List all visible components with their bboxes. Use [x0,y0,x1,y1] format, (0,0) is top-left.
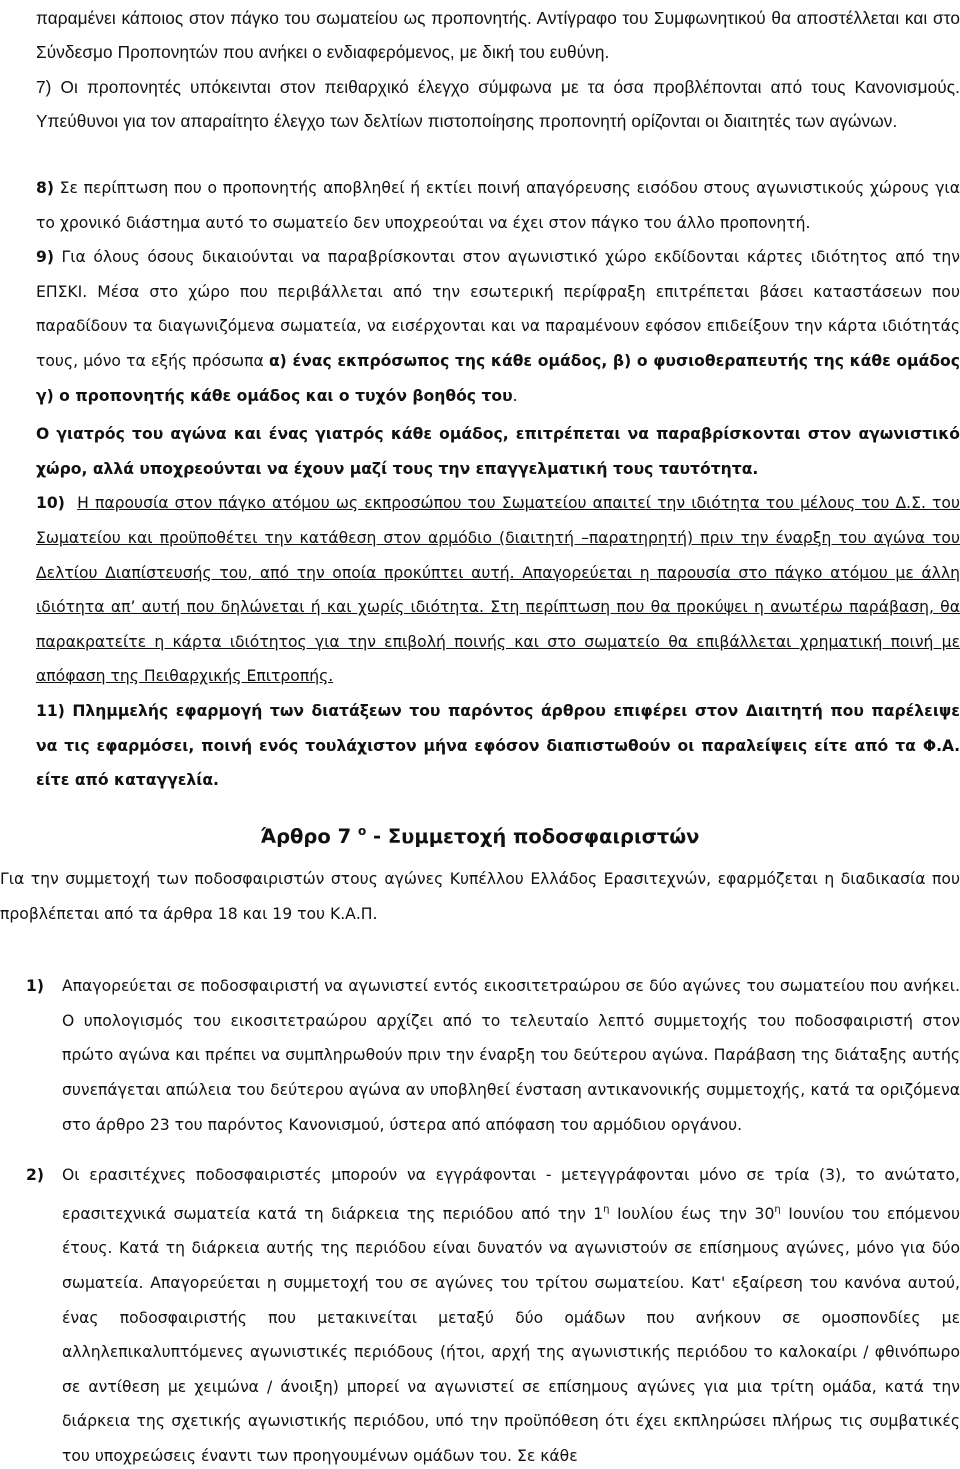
article-item-1-text: Απαγορεύεται σε ποδοσφαιριστή να αγωνιστεί εντός εικοσιτετραώρου σε δύο αγώνες του σωματείου που ανήκει. Ο υπολογισμός του εικοσιτετραώρου αρχίζει από το τελευταίο λεπτό συμμετοχής του ποδοσφαιριστή στον πρώτο αγώνα και πρέπει να συμπληρωθούν πριν την έναρξη του δεύτερου αγώνα. Παράβαση της διάταξης αυτής συνεπάγεται απώλεια του δεύτερου αγώνα αν υποβληθεί ένσταση αντικανονικής συμμετοχής, κατά τα οριζόμενα στο άρθρο 23 του παρόντος Κανονισμού, ύστερα από απόφαση του αρμόδιου οργάνου. [62,977,960,1134]
article-heading [0,813,960,855]
item-10-number: 10) [36,494,65,513]
item-8 [36,171,960,240]
item-9-end: . [512,386,518,405]
article-item-2 [0,1158,960,1469]
item-11-number: 11) [36,701,65,720]
article-heading-title: - Συμμετοχή ποδοσφαιριστών [366,825,700,848]
article-item-2-part-b: Ιουλίου έως την 30 [609,1204,775,1223]
item-7-text: Οι προπονητές υπόκεινται στον πειθαρχικό έλεγχο σύμφωνα με τα όσα προβλέπονται από τους Κανονισμούς. Υπεύθυνοι για τον απαραίτητο έλεγχο των δελτίων πιστοποίησης προπονητή ορίζονται οι διαιτητές των αγώνων. [36,76,960,131]
regulation-middle-section [36,171,960,798]
item-10 [36,486,960,694]
item-9 [36,240,960,413]
item-10-text: Η παρουσία στον πάγκο ατόμου ως εκπροσώπου του Σωματείου απαιτεί την ιδιότητα του μέλους του Δ.Σ. του Σωματείου και προϋποθέτει την κατάθεση στον αρμόδιο (διαιτητή –παρατηρητή) πριν την έναρξη του αγώνα του Δελτίου Διαπίστευσής του, από την οποία προκύπτει αυτή. Απαγορεύεται η παρουσία στο πάγκο ατόμου με άλλη ιδιότητα απ’ αυτή που δηλώνεται ή και χωρίς ιδιότητα. Στη περίπτωση που θα προκύψει η ανωτέρω παράβαση, θα παρακρατείτε η κάρτα ιδιότητος για την επιβολή ποινής και στο σωματείο θα επιβάλλεται χρηματική ποινή με απόφαση της Πειθαρχικής Επιτροπής. [36,494,960,686]
article-heading-prefix: Άρθρο 7 [260,825,352,848]
item-9-bold-text: α) ένας εκπρόσωπος της κάθε ομάδος, β) ο φυσιοθεραπευτής της κάθε ομάδος γ) ο προπονητής κάθε ομάδος και ο τυχόν βοηθός του [36,351,960,405]
regulation-bottom-section [0,862,960,1469]
ordinal-superscript: η [603,1203,610,1215]
doctor-paragraph: Ο γιατρός του αγώνα και ένας γιατρός κάθε ομάδος, επιτρέπεται να παραβρίσκονται στον αγωνιστικό χώρο, αλλά υποχρεούνται να έχουν μαζί τους την επαγγελματική τους ταυτότητα. [36,425,960,478]
item-11-text: Πλημμελής εφαρμογή των διατάξεων του παρόντος άρθρου επιφέρει στον Διαιτητή που παρέλειψε να τις εφαρμόσει, ποινή ενός τουλάχιστον μήνα εφόσον διαπιστωθούν οι παραλείψεις είτε από τα Φ.Α. είτε από καταγγελία. [36,701,960,790]
regulation-top-section [36,1,960,138]
item-8-text: Σε περίπτωση που ο προπονητής αποβληθεί ή εκτίει ποινή απαγόρευσης εισόδου στους αγωνιστικούς χώρους για το χρονικό διάστημα αυτό το σωματείο δεν υποχρεούται να έχει στον πάγκο του άλλο προπονητή. [36,179,960,232]
article-item-2-part-a: Οι ερασιτέχνες ποδοσφαιριστές μπορούν να εγγράφονται - μετεγγράφονται μόνο σε τρία (3), το ανώτατο, ερασιτεχνικά σωματεία κατά τη διάρκεια της περιόδου από την 1 [62,1166,960,1223]
item-9-text: Για όλους όσους δικαιούνται να παραβρίσκονται στον αγωνιστικό χώρο εκδίδονται κάρτες ιδιότητος από την ΕΠΣΚΙ. Μέσα στο χώρο που περιβάλλεται από την εσωτερική περίφραξη επιτρέπεται βάσει καταστάσεων που παραδίδουν τα διαγωνιζόμενα σωματεία, να εισέρχονται και να παραμένουν εφόσον επιδείξουν την κάρτα ιδιότητάς τους, μόνο τα εξής πρόσωπα [36,248,960,370]
item-7 [36,70,960,139]
item-11 [36,694,960,798]
ordinal-superscript: η [774,1203,781,1215]
article-item-1-number: 1) [26,977,44,996]
continuation-paragraph: παραμένει κάποιος στον πάγκο του σωματείου ως προπονητής. Αντίγραφο του Συμφωνητικού θα αποστέλλεται και στο Σύνδεσμο Προπονητών που ανήκει ο ενδιαφερόμενος, με δική του ευθύνη. [36,8,960,63]
article-intro: Για την συμμετοχή των ποδοσφαιριστών στους αγώνες Κυπέλλου Ελλάδος Ερασιτεχνών, εφαρμόζεται η διαδικασία που προβλέπεται από τα άρθρα 18 και 19 του Κ.Α.Π. [0,870,960,923]
item-8-number: 8) [36,179,54,197]
article-item-1 [0,969,960,1142]
article-item-2-part-c: Ιουνίου του επόμενου έτους. Κατά τη διάρκεια αυτής της περιόδου είναι δυνατόν να αγωνιστούν σε επίσημους αγώνες, μόνο για δύο σωματεία. Απαγορεύεται η συμμετοχή του σε αγώνες του τρίτου σωματείου. Κατ' εξαίρεση του κανόνα αυτού, ένας ποδοσφαιριστής που μετακινείται μεταξύ δύο ομάδων που ανήκουν σε ομοσπονδίες με αλληλεπικαλυπτόμενες αγωνιστικές περιόδους (ήτοι, αρχή της αγωνιστικής περιόδου το καλοκαίρι / φθινόπωρο σε αντίθεση με χειμώνα / άνοιξη) μπορεί να αγωνιστεί σε επίσημους αγώνες για μια τρίτη ομάδα, κατά την διάρκεια της σχετικής αγωνιστικής περιόδου, υπό την προϋπόθεση ότι έχει εκπληρώσει πλήρως τις συμβατικές του υποχρεώσεις έναντι των προηγουμένων ομάδων του. Σε κάθε [62,1204,960,1465]
item-9-number: 9) [36,248,54,267]
article-heading-sup: ο [357,824,367,838]
item-7-number: 7) [36,76,52,97]
article-item-2-text [62,1158,960,1469]
article-item-2-number: 2) [26,1166,44,1185]
